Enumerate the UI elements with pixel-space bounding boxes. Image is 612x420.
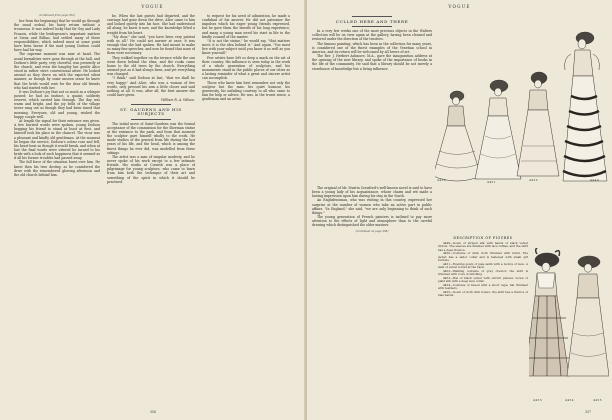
figure-label: 4452: [529, 178, 538, 182]
figure-label: 4453: [533, 398, 542, 402]
paragraph: Few artists have left so deep a mark on the art of their country. His influence is seen today in the work of a whole generation of sculptors, and his monuments stand in the public places of our cities as a lasting reminder of what a great and sincere artist can accomplish.: [202, 55, 290, 81]
page-number-right: 357: [585, 410, 592, 414]
running-head-left: VOGUE: [141, 4, 164, 9]
left-column-3: [202, 14, 290, 412]
paragraph: The young generation of French painters is inclined to pay more attention to the effects of light and atmosphere than to the careful drawing which distinguished the older masters.: [312, 215, 432, 228]
figure-descriptions: [438, 236, 528, 408]
divider: [352, 16, 392, 17]
paragraph: At length the signal for their entrance was given. A few hurried words were spoken, young Dodson begging his friend to stand at least at first, and himself took his place in the chancel. The vicar was a pleasant and kindly old gentleman. At the moment he began the service, Dodson's colour rose and fell; his heart beat as though it would break, and when at last the final words were uttered he turned to his bride with a look of such happiness that it seemed as if all his former troubles had passed away.: [14, 118, 100, 161]
paragraph: her from the beginning) that he would go through the usual ordeal, his hasty return without a trousseau. It was indeed lucky that Sir Guy and Lady Francis, while the bridegroom's important matters at Siena and Bilbao, had settled many of these responsibilities, which indeed must at some point have been borne if the mad young Dodson could have had his way.: [14, 19, 100, 53]
figure-description: 4452—Walking costume of grey cheviot; the skirt is trimmed with rows of stitching.: [438, 268, 528, 277]
section-title: ST. GAUDENS AND HIS SUBJECTS: [120, 107, 182, 117]
continued-bottom: (Continued on page 358): [355, 229, 389, 233]
figure-label: 4451: [487, 180, 496, 184]
figure-label: 4454: [565, 398, 574, 402]
figure-description: 4455—Gown of cloth with bolero; the skirt has a flounce of bias bands.: [438, 289, 528, 298]
right-article-column: [312, 14, 432, 184]
figure-description: 4453—Hat of black velvet with ostrich plumes. Gown of plaid silk with a deep lace collar.: [438, 275, 528, 284]
paragraph: "It is not the statue," he would say, "that matters most; it is the idea behind it." And again, "You must live with your subject until you know it as well as you know yourself.": [202, 38, 290, 56]
paragraph: The Rev. J. Herbert Ashmore, M.A., gave the inauguration address at the opening of the new library, and spoke of the importance of books in the life of the community. He said that a library should be not merely a storehouse of knowledge but a living influence.: [312, 54, 432, 71]
paragraph: The full force of the situation burst over him. He knew then his true destiny, as he considered the drive with the remembered glowing afternoon and the old church behind him.: [14, 160, 100, 177]
left-page: [0, 0, 305, 420]
figure-description: 4450—Costume of dark cloth trimmed with braid. The jacket has a sailor collar and is fastened with small gilt buttons.: [438, 251, 528, 263]
figure-description: 4454—Costume of tweed with a short cape; hat trimmed with feathers.: [438, 282, 528, 291]
paragraph: to request for his need of admiration, he made a confidant of his answer. He did not patronize the impulses which his eager young friends expressed, but he gave them the benefit of his long experience, and many a young man owed his start in life to the kindly counsel of the master.: [202, 14, 290, 39]
paragraph: The famous painting, which has been in the collection for many years, is considered one of the finest examples of the Venetian school in America, and its return will be welcomed by all lovers of art.: [312, 41, 432, 54]
figure-label: 4455: [593, 398, 602, 402]
paragraph: The supreme moment was near at hand. The usual formalities were gone through at the hall, and Dodson's little party, very cheerful, was presently at the church, and even the haughty but gentle Alice stood in rather strict conventional attire. He looked around as they drove on with the expected silent manner, as though by some unseen sense he knew that the bride would wait for the dear old friends who had started with her.: [14, 52, 100, 90]
paragraph: It was Dodson's joy that not so much as a whisper passed; he had an instinct, a quaint, soldierly reserve, which carried him through. The day was warm and bright, and the joy bells of the village tower rang out as though they had been tuned that morning. Everyone, old and young, wished the happy couple well.: [14, 89, 100, 119]
divider: [131, 119, 171, 120]
paragraph: The initial move of Saint-Gaudens was the formal acceptance of the commission for the Sherman statue at the entrance to the park, and from that moment the sculptor gave himself wholly to the work. He made studies of the general from life during the last years of his life, and the head, which is among the finest things he ever did, was modelled from these sittings.: [107, 121, 195, 155]
fashion-illustration-top: [435, 16, 610, 191]
paragraph: Those who knew him best remember not only the sculptor but the man: his quiet humour, his generosity, his unfailing courtesy to all who came to him for help or advice. He was, in the truest sense, a gentleman and an artist.: [202, 80, 290, 102]
paragraph: "My dear," she said, "you have been very patient with us all." He could not answer at once; it was enough that she had spoken. He had meant to make so many fine speeches, and now he found that none of them were necessary.: [107, 34, 195, 56]
running-head-right: VOGUE: [448, 4, 471, 9]
paragraph: "I think," said Dodson at last, "that we shall be very happy." And Alice, who was a woman of few words, only pressed his arm a little closer and said nothing at all. It was, after all, the best answer she could have given.: [107, 76, 195, 97]
page-number-left: 356: [150, 410, 157, 414]
author-signature: William R. A. Wilson.: [161, 98, 195, 103]
article-title: CULLED HERE AND THERE: [335, 19, 409, 24]
figure-label: 4449: [590, 178, 599, 182]
paragraph: They walked together on the terrace while the sun went down behind the elms, and the rooks came home to the old trees by the church. Everything seemed just as it had always been, and yet everything was changed.: [107, 55, 195, 77]
paragraph: The artist was a man of singular modesty, and he never spoke of his work except to a few intimate friends. His studio at Cornish was a place of pilgrimage for young sculptors, who came to learn from him both the technique of their art and something of the spirit in which it should be practised.: [107, 154, 195, 184]
right-article-continued: [312, 186, 432, 408]
divider: [352, 26, 392, 27]
paragraph: An Englishwoman, who was visiting in this country, expressed her surprise at the number of women who take an active part in public affairs. "In England," she said, "we are only beginning to think of such things.": [312, 198, 432, 215]
paragraph: The original of Mr. Mustin Crawford's well-known novel is said to have been a young lady of his acquaintance, whose charm and wit made a lasting impression upon him during his stay in the South.: [312, 186, 432, 199]
figure-description: 4451—Evening gown of pale satin with a bodice of lace. A sash of velvet is tied at the back.: [438, 261, 528, 270]
description-title: DESCRIPTION OF FIGURES: [453, 236, 513, 240]
paragraph: In a very few weeks one of the most precious objects in the Walters collection will be on view again at the gallery, having been cleaned and restored under the direction of the trustees.: [312, 29, 432, 42]
left-column-1: [14, 14, 100, 412]
paragraph: be. When the last guests had departed, and the carriage had gone down the drive, Alice came to him and looked quietly into his face. She had understood all along; he knew it now, and the knowledge lifted a weight from his heart.: [107, 14, 195, 35]
left-column-2: [107, 14, 195, 412]
divider: [131, 104, 171, 105]
right-page: [307, 0, 612, 420]
fashion-illustration-bottom: [529, 248, 609, 388]
continued-note: (Continued from page 352): [39, 14, 75, 17]
figure-description: 4449—Gown of striped silk with bands of black velvet ribbon. The sleeves are finished with lace ruffles, and the skirt has a deep flounce.: [438, 240, 528, 252]
figure-label: 4450: [437, 178, 446, 182]
